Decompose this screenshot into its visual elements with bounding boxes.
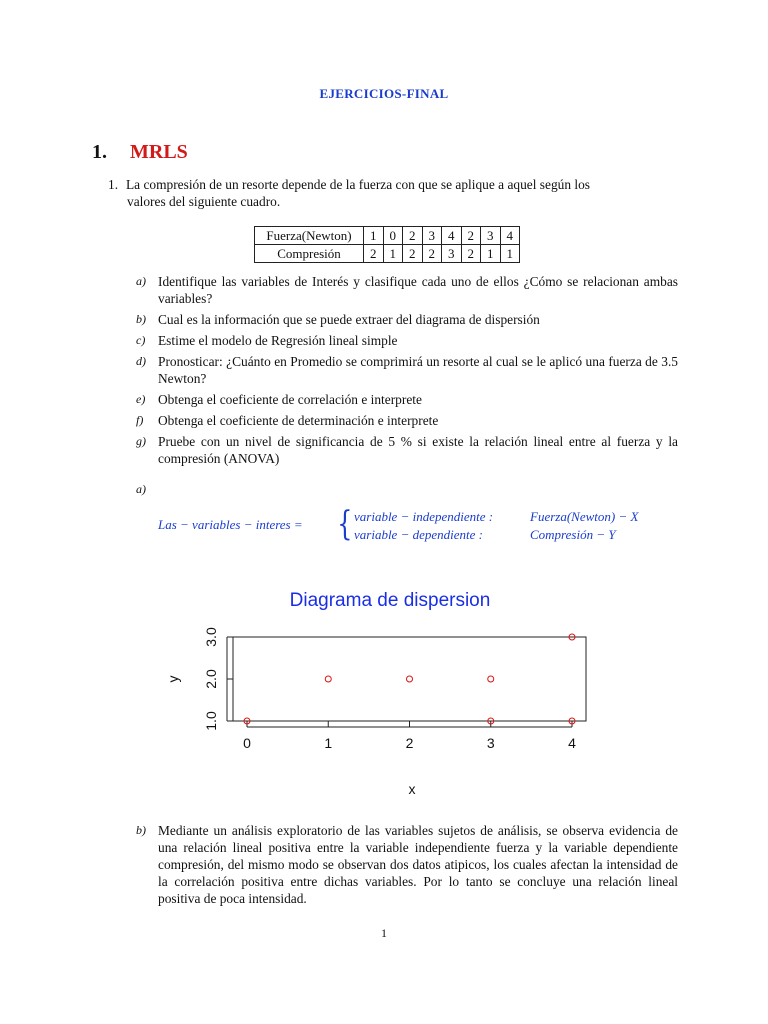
table-cell: 1 bbox=[364, 227, 384, 245]
chart-title: Diagrama de dispersion bbox=[289, 590, 491, 611]
table-cell: 1 bbox=[383, 245, 403, 263]
formula-row2-left: variable − dependiente : bbox=[354, 527, 483, 542]
table-cell: 1 bbox=[481, 245, 501, 263]
question-items bbox=[134, 273, 678, 471]
data-table bbox=[254, 226, 520, 263]
table-cell: 2 bbox=[422, 245, 442, 263]
plot-frame bbox=[233, 637, 586, 721]
y-tick-label: 3.0 bbox=[203, 627, 219, 647]
formula-row1-right: Fuerza(Newton) − X bbox=[530, 509, 639, 524]
x-tick-label: 2 bbox=[405, 735, 414, 751]
y-axis-label: y bbox=[165, 675, 181, 683]
x-tick-label: 4 bbox=[568, 735, 576, 751]
item-c bbox=[134, 332, 678, 349]
item-text: Obtenga el coeficiente de determinación e interprete bbox=[158, 413, 439, 428]
item-label: g) bbox=[136, 434, 146, 448]
answer-b-text: Mediante un análisis exploratorio de las variables sujetos de análisis, se observa evidencia de una relación lineal positiva entre la variable independiente fuerza y la variable dependiente compresión, del mismo modo se observan dos datos atipicos, los cuales afectan la intensidad de la correlación positiva entre dichas variables. Por lo tanto se concluye una relación lineal positiva de poca intensidad. bbox=[158, 823, 678, 906]
section-number: 1. bbox=[92, 141, 107, 163]
table-cell: 2 bbox=[364, 245, 384, 263]
table-row-header: Compresión bbox=[255, 245, 364, 263]
item-label: d) bbox=[136, 354, 146, 368]
x-tick-label: 1 bbox=[324, 735, 333, 751]
page-number: 1 bbox=[381, 926, 387, 940]
y-tick-label: 2.0 bbox=[203, 669, 219, 689]
question-1 bbox=[108, 176, 678, 210]
table-cell: 2 bbox=[461, 227, 481, 245]
item-a bbox=[134, 273, 678, 307]
answer-b-item bbox=[134, 822, 678, 907]
item-text: Obtenga el coeficiente de correlación e interprete bbox=[158, 392, 422, 407]
table-cell: 3 bbox=[442, 245, 462, 263]
table-row bbox=[255, 245, 520, 263]
item-label: c) bbox=[136, 333, 146, 347]
variables-formula bbox=[158, 504, 688, 544]
table-cell: 2 bbox=[403, 245, 423, 263]
question-1-line1: La compresión de un resorte depende de la fuerza con que se aplique a aquel según los bbox=[126, 177, 591, 192]
table-cell: 0 bbox=[383, 227, 403, 245]
item-text: Cual es la información que se puede extraer del diagrama de dispersión bbox=[158, 312, 540, 327]
item-text: Pronosticar: ¿Cuánto en Promedio se comprimirá un resorte al cual se le aplicó una fuerza de 3.5 Newton? bbox=[158, 354, 678, 386]
table-cell: 2 bbox=[403, 227, 423, 245]
item-label: a) bbox=[136, 274, 146, 288]
x-axis-label: x bbox=[408, 781, 416, 797]
answer-b bbox=[134, 822, 678, 907]
item-f bbox=[134, 412, 678, 429]
item-label: e) bbox=[136, 392, 146, 406]
table-cell: 4 bbox=[500, 227, 520, 245]
data-point bbox=[488, 676, 494, 682]
item-b bbox=[134, 311, 678, 328]
table-cell: 4 bbox=[442, 227, 462, 245]
table-row-header: Fuerza(Newton) bbox=[255, 227, 364, 245]
data-point bbox=[325, 676, 331, 682]
question-1-line2: valores del siguiente cuadro. bbox=[127, 194, 281, 209]
item-d bbox=[134, 353, 678, 387]
item-label: f) bbox=[136, 413, 144, 427]
document-title: EJERCICIOS-FINAL bbox=[319, 86, 449, 101]
item-text: Pruebe con un nivel de significancia de 5 % si existe la relación lineal entre al fuerza y la compresión (ANOVA) bbox=[158, 434, 678, 466]
item-e bbox=[134, 391, 678, 408]
formula-row1-left: variable − independiente : bbox=[354, 509, 494, 524]
section-name: MRLS bbox=[130, 141, 188, 163]
answer-a-label: a) bbox=[136, 482, 146, 496]
section-heading bbox=[92, 141, 188, 164]
x-tick-label: 3 bbox=[486, 735, 495, 751]
table-cell: 2 bbox=[461, 245, 481, 263]
left-brace-icon: { bbox=[337, 504, 353, 544]
table-cell: 3 bbox=[481, 227, 501, 245]
scatter-chart bbox=[150, 580, 630, 805]
question-1-label: 1. bbox=[108, 177, 119, 192]
x-tick-label: 0 bbox=[243, 735, 251, 751]
table-cell: 3 bbox=[422, 227, 442, 245]
table-row bbox=[255, 227, 520, 245]
item-g bbox=[134, 433, 678, 467]
table-cell: 1 bbox=[500, 245, 520, 263]
formula-lhs: Las − variables − interes = bbox=[158, 517, 303, 532]
y-tick-label: 1.0 bbox=[203, 711, 219, 731]
data-point bbox=[407, 676, 413, 682]
item-text: Identifique las variables de Interés y clasifique cada uno de ellos ¿Cómo se relacionan ambas variables? bbox=[158, 274, 678, 306]
answer-b-label: b) bbox=[136, 823, 146, 837]
formula-row2-right: Compresión − Y bbox=[530, 527, 616, 542]
item-text: Estime el modelo de Regresión lineal simple bbox=[158, 333, 398, 348]
item-label: b) bbox=[136, 312, 146, 326]
